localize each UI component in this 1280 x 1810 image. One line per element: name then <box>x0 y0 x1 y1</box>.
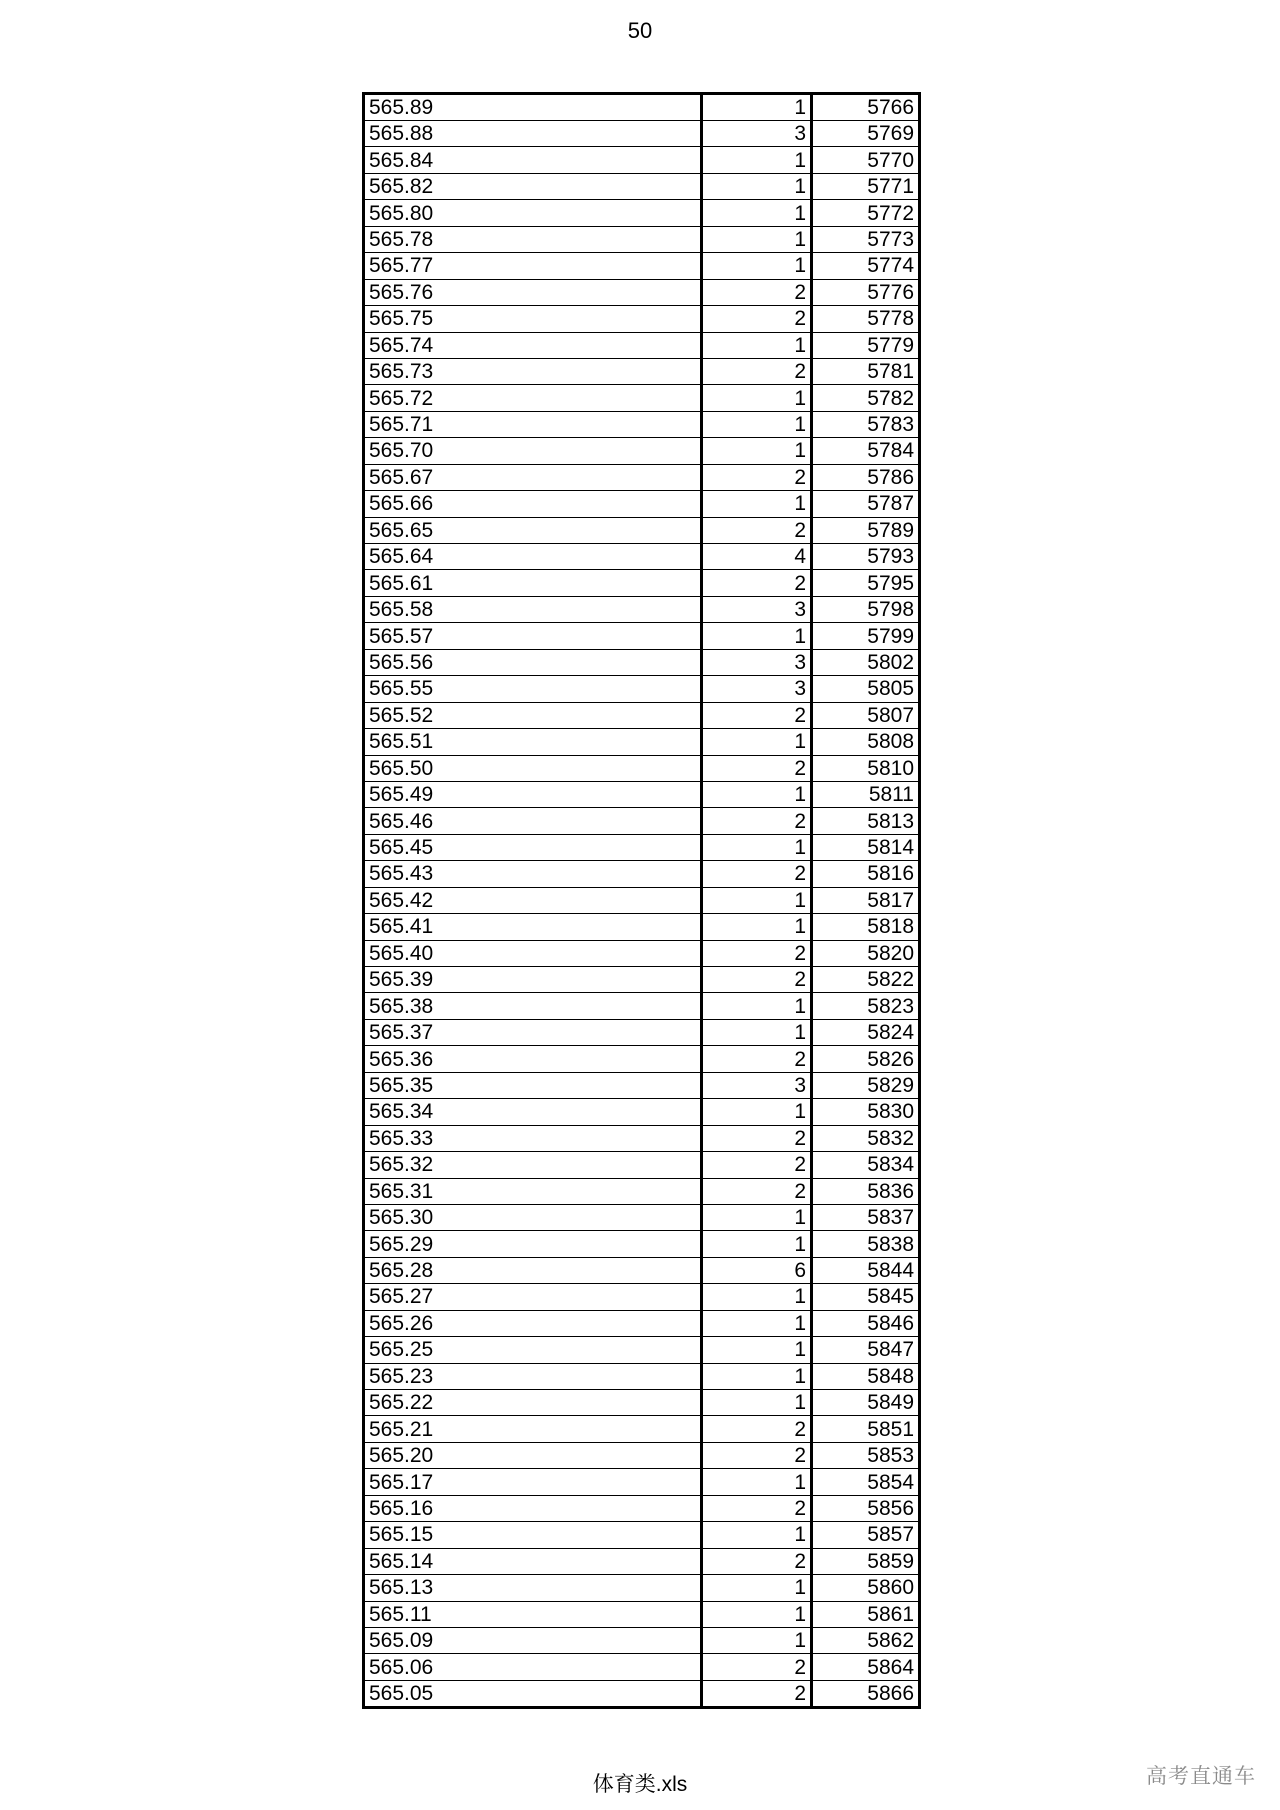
table-row <box>364 649 920 675</box>
table-cell-score: 565.42 <box>364 887 702 913</box>
table-cell-count: 1 <box>702 1099 812 1125</box>
table-cell-cum: 5789 <box>812 517 920 543</box>
score-table <box>362 92 921 1709</box>
table-cell-score: 565.76 <box>364 279 702 305</box>
table-row <box>364 1469 920 1495</box>
table-cell-score: 565.22 <box>364 1390 702 1416</box>
table-cell-score: 565.58 <box>364 596 702 622</box>
table-cell-score: 565.56 <box>364 649 702 675</box>
table-cell-score: 565.20 <box>364 1442 702 1468</box>
table-cell-score: 565.84 <box>364 147 702 173</box>
table-row <box>364 596 920 622</box>
table-row <box>364 173 920 199</box>
table-cell-count: 2 <box>702 1152 812 1178</box>
table-row <box>364 385 920 411</box>
table-cell-cum: 5849 <box>812 1390 920 1416</box>
table-cell-score: 565.49 <box>364 781 702 807</box>
table-cell-cum: 5836 <box>812 1178 920 1204</box>
table-row <box>364 94 920 121</box>
table-row <box>364 1495 920 1521</box>
table-cell-count: 2 <box>702 808 812 834</box>
table-cell-count: 1 <box>702 385 812 411</box>
table-cell-count: 1 <box>702 623 812 649</box>
table-cell-count: 1 <box>702 1019 812 1045</box>
table-cell-score: 565.40 <box>364 940 702 966</box>
table-cell-count: 2 <box>702 1416 812 1442</box>
table-row <box>364 940 920 966</box>
table-cell-cum: 5769 <box>812 121 920 147</box>
table-cell-score: 565.67 <box>364 464 702 490</box>
table-cell-count: 1 <box>702 173 812 199</box>
footer-filename: 体育类.xls <box>592 1773 688 1796</box>
table-row <box>364 623 920 649</box>
table-cell-count: 1 <box>702 1469 812 1495</box>
table-cell-score: 565.21 <box>364 1416 702 1442</box>
table-row <box>364 1019 920 1045</box>
table-cell-score: 565.06 <box>364 1654 702 1680</box>
table-cell-cum: 5766 <box>812 94 920 121</box>
table-cell-score: 565.32 <box>364 1152 702 1178</box>
table-cell-count: 6 <box>702 1257 812 1283</box>
table-cell-count: 1 <box>702 834 812 860</box>
table-cell-count: 1 <box>702 781 812 807</box>
table-cell-score: 565.55 <box>364 676 702 702</box>
table-row <box>364 887 920 913</box>
table-cell-score: 565.27 <box>364 1284 702 1310</box>
table-row <box>364 332 920 358</box>
table-row <box>364 1390 920 1416</box>
table-row <box>364 834 920 860</box>
table-cell-count: 1 <box>702 253 812 279</box>
table-row <box>364 491 920 517</box>
table-cell-cum: 5859 <box>812 1548 920 1574</box>
table-cell-count: 1 <box>702 1363 812 1389</box>
table-row <box>364 1627 920 1653</box>
watermark: 高考直通车 <box>1146 1765 1256 1788</box>
table-cell-score: 565.05 <box>364 1680 702 1707</box>
table-cell-score: 565.65 <box>364 517 702 543</box>
table-row <box>364 1125 920 1151</box>
table-cell-cum: 5778 <box>812 306 920 332</box>
table-cell-cum: 5776 <box>812 279 920 305</box>
table-body <box>364 94 920 1708</box>
table-cell-score: 565.78 <box>364 226 702 252</box>
table-cell-score: 565.38 <box>364 993 702 1019</box>
table-cell-count: 1 <box>702 226 812 252</box>
table-row <box>364 1072 920 1098</box>
table-cell-score: 565.52 <box>364 702 702 728</box>
table-cell-count: 1 <box>702 1284 812 1310</box>
table-row <box>364 1416 920 1442</box>
table-cell-count: 1 <box>702 491 812 517</box>
table-row <box>364 1046 920 1072</box>
table-cell-score: 565.72 <box>364 385 702 411</box>
table-cell-score: 565.57 <box>364 623 702 649</box>
table-cell-count: 1 <box>702 1601 812 1627</box>
table-cell-score: 565.43 <box>364 861 702 887</box>
table-cell-score: 565.51 <box>364 729 702 755</box>
table-cell-score: 565.71 <box>364 411 702 437</box>
table-cell-cum: 5805 <box>812 676 920 702</box>
table-cell-count: 2 <box>702 967 812 993</box>
table-cell-count: 1 <box>702 200 812 226</box>
table-cell-cum: 5793 <box>812 544 920 570</box>
table-cell-cum: 5860 <box>812 1575 920 1601</box>
table-row <box>364 544 920 570</box>
table-cell-score: 565.39 <box>364 967 702 993</box>
table-row <box>364 702 920 728</box>
table-cell-score: 565.50 <box>364 755 702 781</box>
table-row <box>364 464 920 490</box>
table-row <box>364 861 920 887</box>
table-row <box>364 1310 920 1336</box>
table-cell-count: 1 <box>702 1627 812 1653</box>
table-row <box>364 1178 920 1204</box>
table-cell-cum: 5820 <box>812 940 920 966</box>
table-cell-count: 2 <box>702 517 812 543</box>
table-cell-score: 565.35 <box>364 1072 702 1098</box>
table-cell-count: 1 <box>702 147 812 173</box>
table-cell-count: 2 <box>702 1046 812 1072</box>
table-cell-cum: 5807 <box>812 702 920 728</box>
table-row <box>364 1363 920 1389</box>
table-cell-count: 2 <box>702 1654 812 1680</box>
table-row <box>364 279 920 305</box>
table-cell-cum: 5845 <box>812 1284 920 1310</box>
table-row <box>364 1654 920 1680</box>
table-cell-count: 1 <box>702 1337 812 1363</box>
table-cell-count: 1 <box>702 1390 812 1416</box>
table-cell-score: 565.17 <box>364 1469 702 1495</box>
page-number: 50 <box>627 18 653 43</box>
table-cell-score: 565.41 <box>364 914 702 940</box>
table-cell-score: 565.66 <box>364 491 702 517</box>
table-row <box>364 993 920 1019</box>
table-cell-count: 2 <box>702 1442 812 1468</box>
table-cell-count: 2 <box>702 570 812 596</box>
table-cell-cum: 5774 <box>812 253 920 279</box>
table-cell-count: 1 <box>702 729 812 755</box>
table-cell-count: 3 <box>702 649 812 675</box>
table-cell-cum: 5817 <box>812 887 920 913</box>
table-row <box>364 1284 920 1310</box>
table-cell-score: 565.31 <box>364 1178 702 1204</box>
table-cell-cum: 5810 <box>812 755 920 781</box>
table-cell-cum: 5848 <box>812 1363 920 1389</box>
table-row <box>364 358 920 384</box>
table-row <box>364 1152 920 1178</box>
table-cell-score: 565.64 <box>364 544 702 570</box>
table-row <box>364 1337 920 1363</box>
table-cell-cum: 5818 <box>812 914 920 940</box>
table-row <box>364 1231 920 1257</box>
table-cell-score: 565.33 <box>364 1125 702 1151</box>
table-cell-count: 3 <box>702 121 812 147</box>
table-cell-count: 1 <box>702 887 812 913</box>
table-cell-cum: 5799 <box>812 623 920 649</box>
table-cell-cum: 5847 <box>812 1337 920 1363</box>
table-cell-cum: 5783 <box>812 411 920 437</box>
table-cell-count: 1 <box>702 1310 812 1336</box>
table-row <box>364 438 920 464</box>
table-cell-cum: 5864 <box>812 1654 920 1680</box>
table-row <box>364 914 920 940</box>
table-cell-cum: 5771 <box>812 173 920 199</box>
table-cell-cum: 5866 <box>812 1680 920 1707</box>
table-cell-count: 2 <box>702 1178 812 1204</box>
table-cell-count: 1 <box>702 332 812 358</box>
table-cell-count: 1 <box>702 993 812 1019</box>
table-cell-score: 565.73 <box>364 358 702 384</box>
table-cell-count: 2 <box>702 940 812 966</box>
table-cell-count: 1 <box>702 94 812 121</box>
table-cell-score: 565.09 <box>364 1627 702 1653</box>
table-cell-cum: 5829 <box>812 1072 920 1098</box>
table-cell-cum: 5854 <box>812 1469 920 1495</box>
table-row <box>364 253 920 279</box>
table-row <box>364 1680 920 1707</box>
table-row <box>364 1522 920 1548</box>
table-cell-score: 565.70 <box>364 438 702 464</box>
table-row <box>364 1204 920 1230</box>
table-cell-cum: 5856 <box>812 1495 920 1521</box>
table-row <box>364 200 920 226</box>
table-cell-score: 565.61 <box>364 570 702 596</box>
table-cell-cum: 5832 <box>812 1125 920 1151</box>
table-cell-score: 565.88 <box>364 121 702 147</box>
table-cell-cum: 5795 <box>812 570 920 596</box>
table-cell-cum: 5846 <box>812 1310 920 1336</box>
table-cell-cum: 5816 <box>812 861 920 887</box>
table-row <box>364 226 920 252</box>
table-cell-score: 565.25 <box>364 1337 702 1363</box>
table-row <box>364 411 920 437</box>
table-cell-count: 2 <box>702 464 812 490</box>
table-cell-score: 565.75 <box>364 306 702 332</box>
table-cell-cum: 5811 <box>812 781 920 807</box>
table-row <box>364 570 920 596</box>
table-cell-cum: 5786 <box>812 464 920 490</box>
table-cell-cum: 5830 <box>812 1099 920 1125</box>
table-cell-count: 4 <box>702 544 812 570</box>
table-cell-count: 3 <box>702 596 812 622</box>
table-cell-count: 1 <box>702 914 812 940</box>
table-cell-count: 2 <box>702 306 812 332</box>
table-cell-count: 1 <box>702 1231 812 1257</box>
table-cell-cum: 5779 <box>812 332 920 358</box>
table-cell-cum: 5838 <box>812 1231 920 1257</box>
table-cell-cum: 5844 <box>812 1257 920 1283</box>
table-cell-score: 565.34 <box>364 1099 702 1125</box>
table-cell-cum: 5851 <box>812 1416 920 1442</box>
table-row <box>364 755 920 781</box>
table-row <box>364 1099 920 1125</box>
table-cell-cum: 5813 <box>812 808 920 834</box>
table-cell-score: 565.11 <box>364 1601 702 1627</box>
table-cell-score: 565.36 <box>364 1046 702 1072</box>
table-cell-cum: 5814 <box>812 834 920 860</box>
table-cell-count: 1 <box>702 1204 812 1230</box>
table-cell-score: 565.45 <box>364 834 702 860</box>
table-cell-count: 2 <box>702 755 812 781</box>
table-row <box>364 121 920 147</box>
table-cell-cum: 5822 <box>812 967 920 993</box>
table-cell-score: 565.14 <box>364 1548 702 1574</box>
table-cell-score: 565.23 <box>364 1363 702 1389</box>
table-cell-cum: 5823 <box>812 993 920 1019</box>
table-row <box>364 676 920 702</box>
table-row <box>364 808 920 834</box>
table-cell-count: 1 <box>702 438 812 464</box>
table-cell-cum: 5834 <box>812 1152 920 1178</box>
table-cell-count: 2 <box>702 1548 812 1574</box>
table-cell-count: 3 <box>702 1072 812 1098</box>
table-cell-cum: 5824 <box>812 1019 920 1045</box>
table-row <box>364 517 920 543</box>
table-cell-cum: 5782 <box>812 385 920 411</box>
table-cell-cum: 5798 <box>812 596 920 622</box>
table-cell-count: 1 <box>702 1522 812 1548</box>
table-row <box>364 1575 920 1601</box>
table-row <box>364 1442 920 1468</box>
table-cell-count: 1 <box>702 411 812 437</box>
table-row <box>364 781 920 807</box>
table-row <box>364 1548 920 1574</box>
table-row <box>364 1257 920 1283</box>
table-cell-score: 565.13 <box>364 1575 702 1601</box>
table-cell-score: 565.82 <box>364 173 702 199</box>
table-cell-score: 565.77 <box>364 253 702 279</box>
table-cell-cum: 5770 <box>812 147 920 173</box>
table-cell-count: 2 <box>702 861 812 887</box>
table-cell-cum: 5784 <box>812 438 920 464</box>
table-cell-count: 3 <box>702 676 812 702</box>
table-cell-score: 565.74 <box>364 332 702 358</box>
table-cell-count: 2 <box>702 358 812 384</box>
table-cell-cum: 5772 <box>812 200 920 226</box>
table-cell-count: 2 <box>702 702 812 728</box>
table-cell-score: 565.28 <box>364 1257 702 1283</box>
table-row <box>364 147 920 173</box>
table-cell-count: 2 <box>702 1125 812 1151</box>
table-row <box>364 729 920 755</box>
table-cell-count: 1 <box>702 1575 812 1601</box>
table-row <box>364 967 920 993</box>
table-cell-cum: 5861 <box>812 1601 920 1627</box>
table-cell-score: 565.29 <box>364 1231 702 1257</box>
table-row <box>364 1601 920 1627</box>
table-cell-cum: 5853 <box>812 1442 920 1468</box>
table-cell-cum: 5837 <box>812 1204 920 1230</box>
table-cell-count: 2 <box>702 279 812 305</box>
table-cell-cum: 5773 <box>812 226 920 252</box>
table-cell-score: 565.16 <box>364 1495 702 1521</box>
table-cell-score: 565.15 <box>364 1522 702 1548</box>
table-cell-cum: 5808 <box>812 729 920 755</box>
table-cell-score: 565.46 <box>364 808 702 834</box>
table-cell-score: 565.37 <box>364 1019 702 1045</box>
table-row <box>364 306 920 332</box>
table-cell-count: 2 <box>702 1495 812 1521</box>
table-cell-score: 565.26 <box>364 1310 702 1336</box>
table-cell-cum: 5862 <box>812 1627 920 1653</box>
table-cell-cum: 5857 <box>812 1522 920 1548</box>
table-cell-cum: 5802 <box>812 649 920 675</box>
table-cell-cum: 5787 <box>812 491 920 517</box>
table-cell-score: 565.80 <box>364 200 702 226</box>
table-cell-cum: 5781 <box>812 358 920 384</box>
table-cell-count: 2 <box>702 1680 812 1707</box>
table-cell-score: 565.89 <box>364 94 702 121</box>
table-cell-score: 565.30 <box>364 1204 702 1230</box>
table-cell-cum: 5826 <box>812 1046 920 1072</box>
